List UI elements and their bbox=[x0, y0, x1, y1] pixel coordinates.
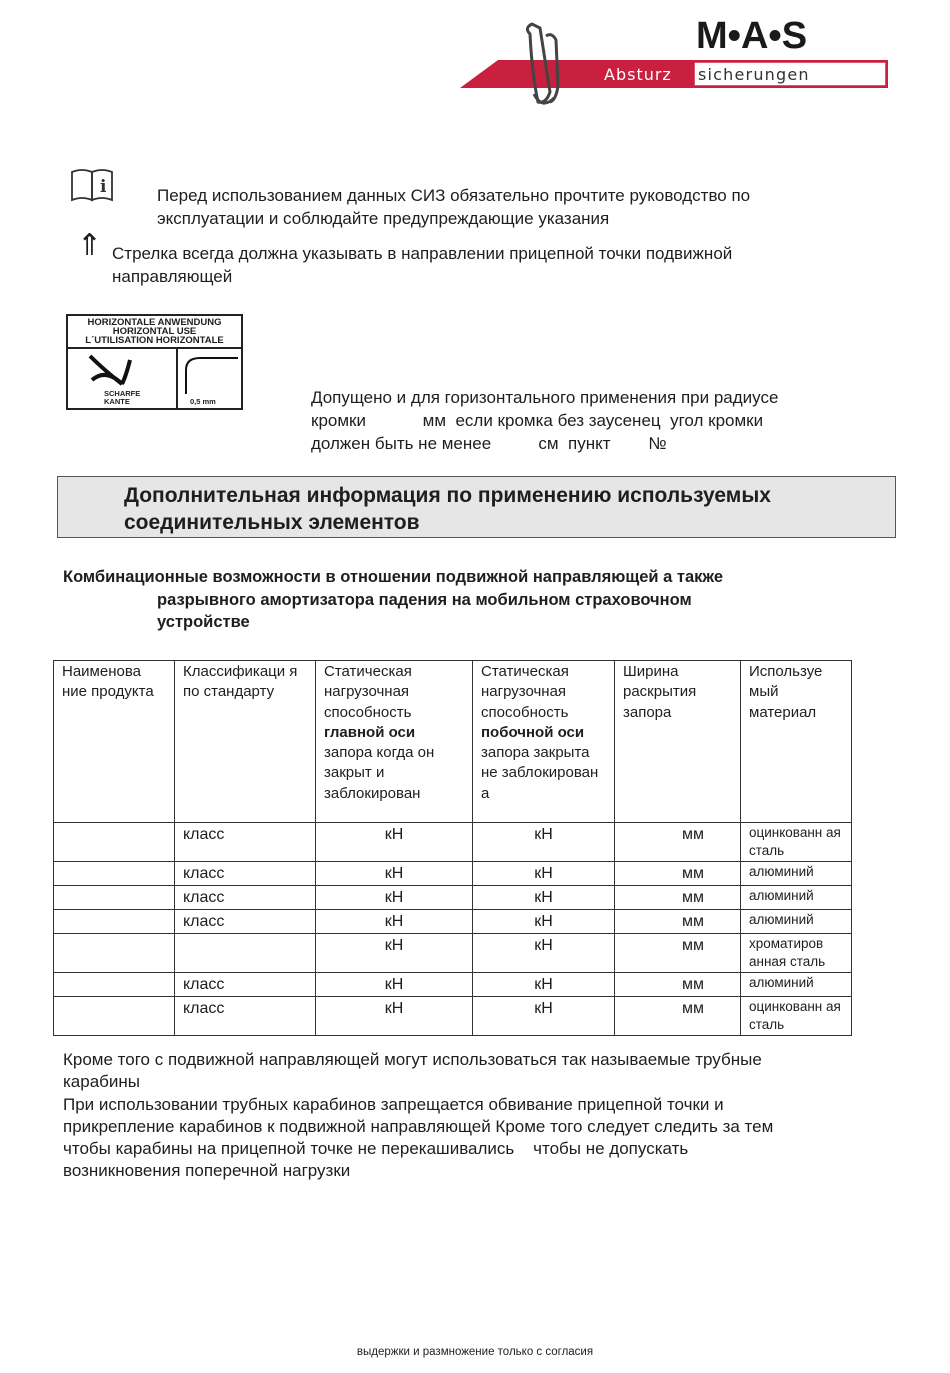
table-header-row bbox=[54, 661, 852, 823]
horizontal-use-text bbox=[311, 386, 871, 455]
table-row: класс кН кН мм оцинкованн ая сталь bbox=[54, 997, 852, 1036]
picto-line-2: HORIZONTAL USE bbox=[112, 326, 197, 337]
picto-line-3: L´UTILISATION HORIZONTALE bbox=[85, 335, 224, 346]
header-material: Используе мый материал bbox=[741, 661, 852, 823]
header-gate-opening: Ширина раскрытия запора bbox=[615, 661, 741, 823]
section-banner bbox=[57, 476, 896, 538]
bottom-line-5: чтобы карабины на прицепной точке не перекашивались чтобы не допускать bbox=[63, 1139, 689, 1159]
horizontal-line-1: Допущено и для горизонтального применения при радиусе bbox=[311, 388, 779, 407]
bottom-line-3: При использовании трубных карабинов запрещается обвивание прицепной точки и bbox=[63, 1094, 724, 1114]
footer-copyright: выдержки и размножение только с согласия bbox=[356, 1346, 594, 1358]
combo-line-1: Комбинационные возможности в отношении подвижной направляющей а также bbox=[63, 568, 724, 586]
bottom-line-4: прикрепление карабинов к подвижной направляющей Кроме того следует следить за тем bbox=[63, 1116, 774, 1136]
table-row: класс кН кН мм алюминий bbox=[54, 862, 852, 886]
svg-text:i: i bbox=[100, 177, 107, 197]
logo-right-text: sicherungen bbox=[698, 65, 810, 84]
sharp-edge-icon bbox=[76, 350, 168, 394]
edge-radius-icon bbox=[180, 354, 240, 394]
table-row: класс кН кН мм алюминий bbox=[54, 886, 852, 910]
logo-brand: M•A•S bbox=[696, 15, 808, 57]
picto-sharp-label-1: SCHARFE bbox=[104, 389, 141, 398]
header-main-axis: Статическая нагрузочная способность главной оси запора когда он закрыт и заблокирован bbox=[316, 661, 473, 823]
connector-spec-table bbox=[53, 660, 852, 1036]
table-row: класс кН кН мм алюминий bbox=[54, 910, 852, 934]
tube-carabiner-text bbox=[63, 1049, 903, 1183]
combo-line-2: разрывного амортизатора падения на мобильном страховочном bbox=[157, 590, 692, 609]
bottom-line-6: возникновения поперечной нагрузки bbox=[63, 1161, 351, 1181]
picto-radius-label: 0,5 mm bbox=[190, 397, 216, 406]
manual-book-icon bbox=[70, 168, 116, 202]
arrow-direction-text: Стрелка всегда должна указывать в направлении прицепной точки подвижной направляющей bbox=[112, 244, 733, 286]
table-row: кН кН мм хроматиров анная сталь bbox=[54, 934, 852, 973]
logo-left-text: Absturz bbox=[604, 65, 672, 84]
combo-line-3: устройстве bbox=[157, 613, 250, 631]
section-title: Дополнительная информация по применению используемых соединительных элементов bbox=[124, 484, 771, 534]
manual-warning-text: Перед использованием данных СИЗ обязательно прочтите руководство по эксплуатации и соблюдайте предупреждающие указания bbox=[157, 186, 751, 228]
header-classification: Классификаци я по стандарту bbox=[175, 661, 316, 823]
combination-heading bbox=[63, 566, 863, 634]
table-row: класс кН кН мм алюминий bbox=[54, 973, 852, 997]
bottom-line-1: Кроме того с подвижной направляющей могут использоваться так называемые трубные bbox=[63, 1050, 762, 1069]
horizontal-line-3: должен быть не менее см пункт № bbox=[311, 434, 667, 453]
bottom-line-2: карабины bbox=[63, 1072, 141, 1092]
horizontal-use-pictogram bbox=[66, 314, 243, 410]
picto-line-1: HORIZONTALE ANWENDUNG bbox=[87, 317, 222, 328]
header-side-axis: Статическая нагрузочная способность побочной оси запора закрыта не заблокирован а bbox=[473, 661, 615, 823]
picto-sharp-label-2: KANTE bbox=[104, 397, 130, 406]
up-arrow-icon: ⇑ bbox=[77, 228, 103, 263]
mas-logo-graphic bbox=[458, 14, 890, 110]
horizontal-line-2: кромки мм если кромка без заусенец угол кромки bbox=[311, 411, 764, 430]
header-product-name: Наименова ние продукта bbox=[54, 661, 175, 823]
mas-logo bbox=[458, 14, 890, 110]
table-row: класс кН кН мм оцинкованн ая сталь bbox=[54, 823, 852, 862]
